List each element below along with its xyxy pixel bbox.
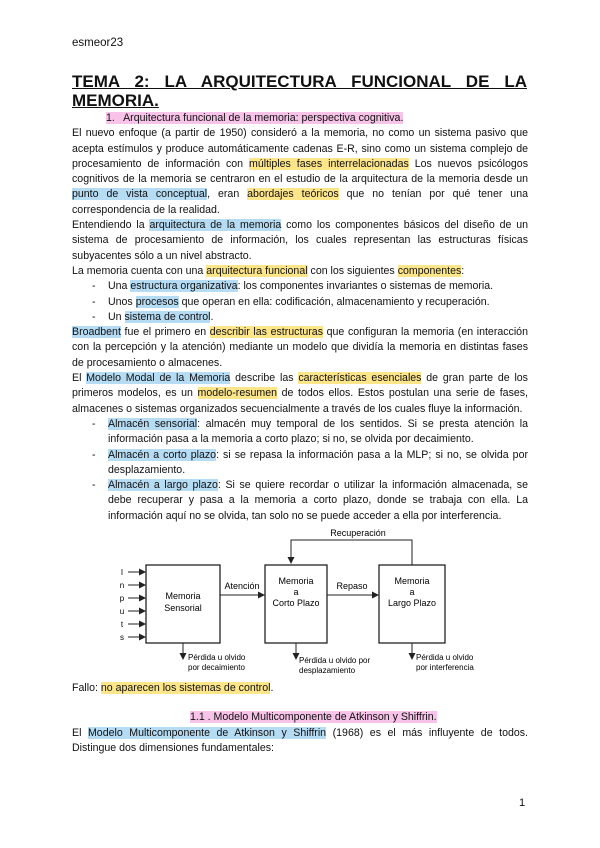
loss-interference-label: por interferencia — [416, 663, 474, 673]
loss-decay-label: Pérdida u olvido — [188, 653, 246, 663]
paragraph-broadbent: Broadbent fue el primero en describir las estructuras que configuran la memoria (en interacción con la percepción y la atención) mediante un modelo que dividía la memoria en distintas fases de procesamiento o almacenes. — [72, 326, 528, 369]
page-number: 1 — [519, 797, 526, 809]
section-1-title: 1. Arquitectura funcional de la memoria: perspectiva cognitiva. — [106, 112, 404, 124]
short-term-memory-label: Corto Plazo — [272, 598, 320, 609]
short-term-memory-label: Memoria — [278, 576, 314, 587]
section-1-heading — [72, 111, 528, 126]
loss-displacement-label: Pérdida u olvido por — [299, 656, 371, 666]
paragraph-new-approach: El nuevo enfoque (a partir de 1950) consideró a la memoria, no como un sistema pasivo que acepta estímulos y produce automáticamente cadenas E-R, sino como un sistema complejo de procesamiento de información con múltiples fases interrelacionadas Los nuevos psicólogos cognitivos de la memoria se centraron en el estudio de la arquitectura de la memoria desde un punto de vista conceptual, eran abordajes teóricos que no tenían por qué tener una correspondencia de la realidad. — [72, 127, 528, 216]
sensory-memory-label: Sensorial — [164, 603, 202, 614]
svg-text:s: s — [120, 633, 124, 643]
list-item: - Almacén sensorial: almacén muy temporal de los sentidos. Si se presta atención la información pasa a la memoria a corto plazo; si no, se olvida por decaimiento. — [72, 417, 528, 448]
svg-text:p: p — [119, 594, 125, 604]
svg-text:I: I — [120, 568, 124, 578]
long-term-memory-label: Memoria — [394, 576, 430, 587]
rehearsal-label: Repaso — [336, 581, 368, 592]
list-item: - Almacén a corto plazo: si se repasa la información pasa a la MLP; si no, se olvida por desplazamiento. — [72, 448, 528, 479]
attention-label: Atención — [224, 581, 260, 592]
paragraph-modal-model: El Modelo Modal de la Memoria describe las características esenciales de gran parte de los primeros modelos, es un modelo-resumen de todos ellos. Estos postulan una serie de fases, almacenes o sistemas organizados secuencialmente a través de los cuales fluye la información. — [72, 372, 529, 415]
inputs-label — [120, 568, 125, 642]
paragraph-components-intro: La memoria cuenta con una arquitectura funcional con los siguientes componentes: — [72, 264, 465, 277]
loss-displacement-label: desplazamiento — [299, 666, 356, 676]
stores-list — [72, 417, 528, 524]
modal-model-diagram — [116, 527, 496, 675]
components-list — [72, 279, 528, 325]
list-item: - Almacén a largo plazo: Si se quiere recordar o utilizar la información almacenada, se debe recuperar y pasa a la memoria a corto plazo, donde se trabaja con ella. La información aquí no se olvida, tan solo no se puede acceder a ella por interferencia. — [72, 478, 528, 524]
sensory-memory-label: Memoria — [165, 591, 201, 602]
section-1-1-title: 1.1 . Modelo Multicomponente de Atkinson y Shiffrin. — [190, 711, 437, 724]
list-item: - Unos procesos que operan en ella: codificación, almacenamiento y recuperación. — [72, 295, 528, 310]
list-item: - Un sistema de control. — [72, 310, 528, 325]
document-body — [72, 111, 528, 756]
retrieval-label: Recuperación — [330, 528, 386, 539]
long-term-memory-label: Largo Plazo — [387, 598, 437, 609]
loss-decay-label: por decaimiento — [188, 663, 245, 673]
svg-text:u: u — [119, 607, 125, 617]
input-arrows — [128, 572, 145, 637]
section-1-1-heading — [72, 710, 528, 725]
svg-text:n: n — [119, 581, 125, 591]
author-header: esmeor23 — [72, 37, 124, 49]
paragraph-architecture: Entendiendo la arquitectura de la memoria como los componentes básicos del diseño de un sistema de procesamiento de información, los cuales representan las estructuras físicas subyacentes sólo a un nivel abstracto. — [72, 219, 528, 262]
loss-interference-label: Pérdida u olvido — [416, 653, 474, 663]
page-title: TEMA 2: LA ARQUITECTURA FUNCIONAL DE LA MEMORIA. — [72, 72, 527, 110]
short-term-memory-label: a — [293, 587, 299, 598]
paragraph-atkinson-shiffrin: El Modelo Multicomponente de Atkinson y Shiffrin (1968) es el más influyente de todos. Distingue dos dimensiones fundamentales: — [72, 726, 528, 754]
svg-text:t: t — [120, 620, 124, 630]
long-term-memory-label: a — [409, 587, 415, 598]
paragraph-fallo: Fallo: no aparecen los sistemas de control. — [72, 682, 274, 695]
list-item: - Una estructura organizativa: los componentes invariantes o sistemas de memoria. — [72, 279, 528, 294]
